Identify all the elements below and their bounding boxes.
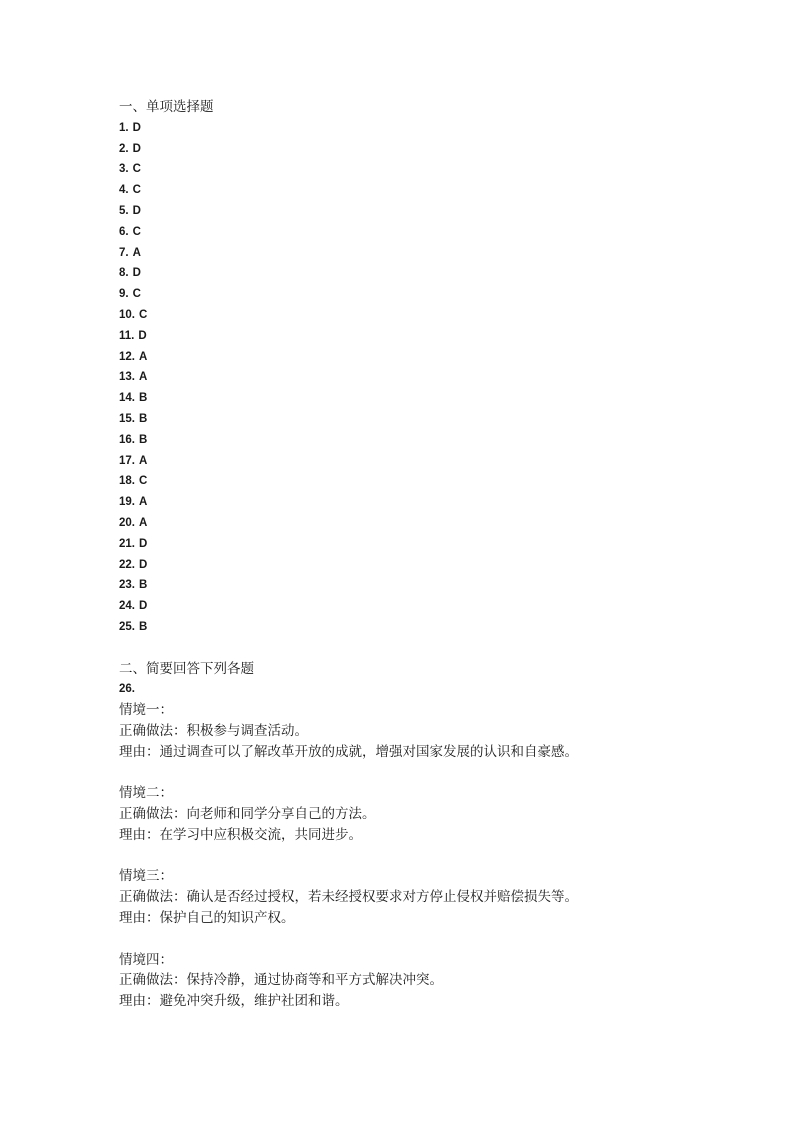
answer-item: 5. D [119, 204, 141, 217]
scenario-title: 情境四： [119, 951, 173, 968]
scenario-2 [119, 783, 759, 845]
answer-item: 16. B [119, 433, 148, 446]
answer-list [119, 118, 759, 638]
scenario-practice: 正确做法：保持冷静，通过协商等和平方式解决冲突。 [119, 972, 443, 989]
answer-item: 4. C [119, 184, 141, 197]
scenario-practice: 正确做法：向老师和同学分享自己的方法。 [119, 806, 376, 823]
question-number: 26. [119, 683, 135, 696]
answer-item: 12. A [119, 350, 148, 363]
spacer [119, 929, 759, 950]
scenario-reason: 理由：保护自己的知识产权。 [119, 910, 295, 927]
answer-item: 10. C [119, 308, 148, 321]
answer-document [119, 97, 759, 1012]
answer-item: 8. D [119, 267, 141, 280]
answer-item: 13. A [119, 371, 148, 384]
scenario-4 [119, 950, 759, 1012]
answer-item: 1. D [119, 121, 141, 134]
spacer [119, 846, 759, 867]
answer-item: 21. D [119, 537, 148, 550]
section1-title: 一、单项选择题 [119, 99, 214, 115]
scenario-reason: 理由：避免冲突升级，维护社团和谐。 [119, 993, 349, 1010]
answer-item: 15. B [119, 412, 148, 425]
answer-item: 22. D [119, 558, 148, 571]
answer-item: 24. D [119, 600, 148, 613]
scenario-title: 情境二： [119, 785, 173, 802]
scenario-practice: 正确做法：确认是否经过授权，若未经授权要求对方停止侵权并赔偿损失等。 [119, 889, 578, 906]
scenario-title: 情境三： [119, 868, 173, 885]
answer-item: 20. A [119, 516, 148, 529]
answer-item: 19. A [119, 496, 148, 509]
answer-item: 6. C [119, 225, 141, 238]
answer-item: 11. D [119, 329, 147, 342]
scenario-reason: 理由：在学习中应积极交流，共同进步。 [119, 826, 362, 843]
scenario-reason: 理由：通过调查可以了解改革开放的成就，增强对国家发展的认识和自豪感。 [119, 743, 578, 760]
answer-item: 9. C [119, 288, 141, 301]
section2-title: 二、简要回答下列各题 [119, 660, 254, 677]
scenario-1 [119, 700, 759, 762]
answer-item: 7. A [119, 246, 141, 259]
answer-item: 25. B [119, 620, 148, 633]
spacer [119, 638, 759, 659]
answer-item: 14. B [119, 392, 148, 405]
answer-item: 2. D [119, 142, 141, 155]
answer-item: 18. C [119, 475, 148, 488]
answer-item: 23. B [119, 579, 148, 592]
scenario-title: 情境一： [119, 702, 173, 719]
scenario-practice: 正确做法：积极参与调查活动。 [119, 722, 308, 739]
answer-item: 3. C [119, 163, 141, 176]
scenario-3 [119, 866, 759, 928]
answer-item: 17. A [119, 454, 148, 467]
spacer [119, 763, 759, 784]
